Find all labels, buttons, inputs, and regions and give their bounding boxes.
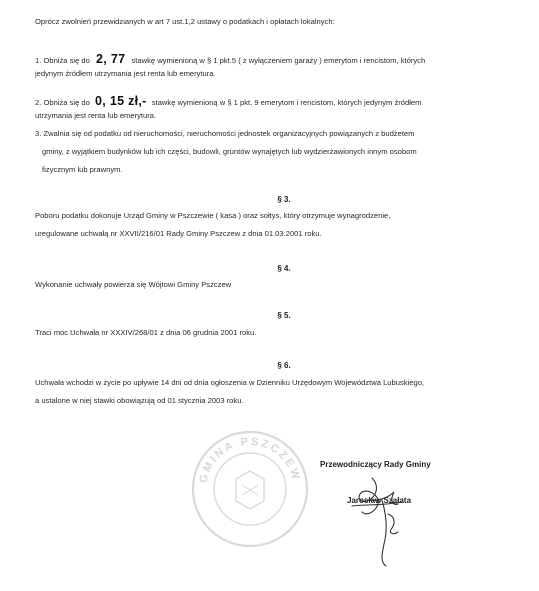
- section-6-line2: a ustalone w niej stawki obowiązują od 01 stycznia 2003 roku.: [35, 396, 244, 405]
- section-3-line1: Poboru podatku dokonuje Urząd Gminy w Pszczewie ( kasa ) oraz sołtys, który otrzymuje wynagrodzenie,: [35, 211, 391, 220]
- section-5-line1: Traci moc Uchwała nr XXXIV/268/01 z dnia 06 grudnia 2001 roku.: [35, 328, 257, 337]
- item1-pre: 1. Obniża się do: [35, 56, 90, 65]
- section-6-line1: Uchwała wchodzi w życie po upływie 14 dni od dnia ogłoszenia w Dzienniku Urzędowym Województwa Lubuskiego,: [35, 378, 425, 387]
- item2-pre: 2. Obniża się do: [35, 98, 90, 107]
- item2-line2: utrzymania jest renta lub emerytura.: [35, 111, 157, 120]
- signature-role: Przewodniczący Rady Gminy: [320, 460, 431, 469]
- signature-name: Jarosław Szałata: [347, 496, 412, 505]
- stamp-textpath: GMINA PSZCZEW: [197, 435, 303, 485]
- item3-line3: fizycznym lub prawnym.: [42, 165, 123, 174]
- section-6-title: § 6.: [277, 361, 291, 370]
- item2-value: 0, 15 zł,-: [95, 94, 147, 108]
- section-3-title: § 3.: [277, 195, 291, 204]
- item2-post: stawkę wymienioną w § 1 pkt. 9 emerytom i rencistom, których jedynym źródłem: [151, 98, 422, 107]
- section-5-title: § 5.: [277, 311, 291, 320]
- official-stamp: [188, 427, 312, 551]
- stamp-text: [197, 436, 302, 484]
- item1-value: 2, 77: [96, 52, 126, 66]
- item2-line1: [35, 96, 421, 108]
- item3-line1: 3. Zwalnia się od podatku od nieruchomości, nieruchomości jednostek organizacyjnych powiązanych z budżetem: [35, 129, 415, 138]
- item1-line2: jedynym źródłem utrzymania jest renta lub emerytura.: [35, 69, 216, 78]
- item3-line2: gminy, z wyjątkiem budynków lub ich części, budowli, gruntów wynajętych lub wydzierżawionych innym osobom: [42, 147, 417, 156]
- item1-post: stawkę wymienioną w § 1 pkt.5 ( z wyłączeniem garaży ) emerytom i rencistom, których: [131, 56, 426, 65]
- intro-text: Oprócz zwolnień przewidzianych w art 7 ust.1,2 ustawy o podatkach i opłatach lokalnych:: [35, 17, 335, 26]
- section-4-title: § 4.: [277, 264, 291, 273]
- section-3-line2: uregulowane uchwałą nr XXVII/216/01 Rady Gminy Pszczew z dnia 01.03.2001 roku.: [35, 229, 322, 238]
- handwritten-signature: [332, 470, 422, 570]
- item1-line1: [35, 54, 425, 66]
- section-4-line1: Wykonanie uchwały powierza się Wójtowi Gminy Pszczew: [35, 280, 232, 289]
